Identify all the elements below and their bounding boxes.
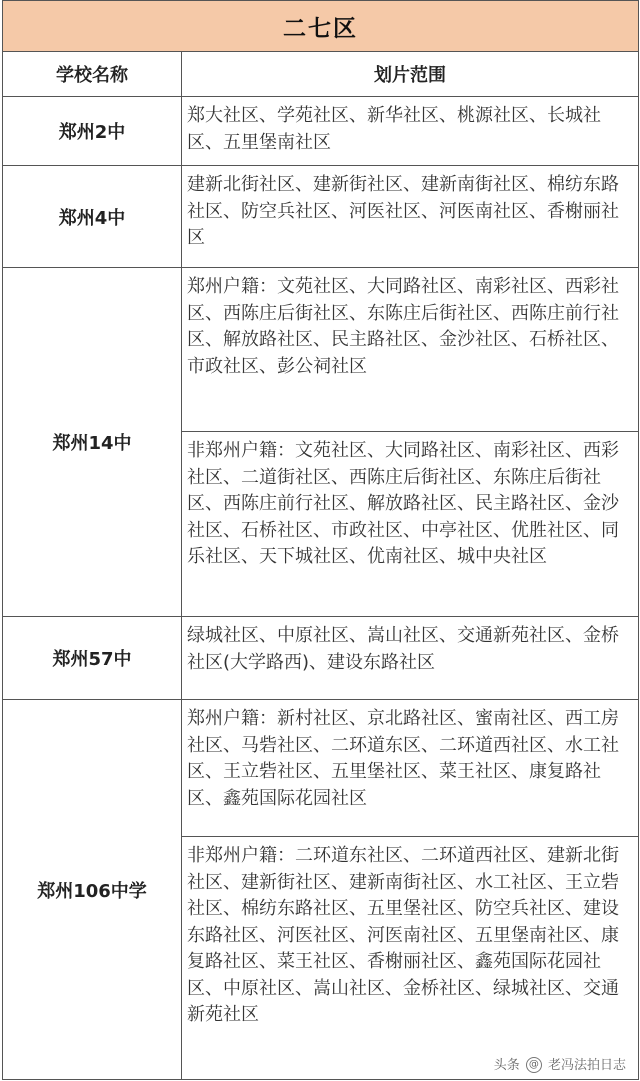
table-row — [3, 700, 639, 837]
area-list: 绿城社区、中原社区、嵩山社区、交通新苑社区、金桥社区(大学路西)、建设东路社区 — [182, 617, 639, 700]
school-district-table — [2, 0, 639, 1080]
area-list-nonlocal: 非郑州户籍：文苑社区、大同路社区、南彩社区、西彩社区、二道街社区、西陈庄后街社区、东陈庄后街社区、西陈庄前行社区、解放路社区、民主路社区、金沙社区、石桥社区、市政社区、中亭社区、优胜社区、同乐社区、天下城社区、优南社区、城中央社区 — [182, 432, 639, 617]
area-list-local: 郑州户籍：新村社区、京北路社区、蜜南社区、西工房社区、马砦社区、二环道东区、二环道西社区、水工社区、王立砦社区、五里堡社区、菜王社区、康复路社区、鑫苑国际花园社区 — [182, 700, 639, 837]
school-name: 郑州2中 — [3, 97, 182, 166]
header-row — [3, 52, 639, 97]
table-row — [3, 617, 639, 700]
school-name: 郑州57中 — [3, 617, 182, 700]
at-icon: @ — [526, 1057, 542, 1073]
district-title: 二七区 — [3, 1, 639, 52]
area-list: 建新北街社区、建新街社区、建新南街社区、棉纺东路社区、防空兵社区、河医社区、河医南社区、香榭丽社区 — [182, 166, 639, 268]
area-range-header: 划片范围 — [182, 52, 639, 97]
school-name: 郑州14中 — [3, 268, 182, 617]
table-row — [3, 97, 639, 166]
table-row — [3, 268, 639, 432]
watermark-author: 老冯法拍日志 — [547, 1057, 626, 1073]
watermark-prefix: 头条 — [493, 1057, 520, 1073]
school-name-header: 学校名称 — [3, 52, 182, 97]
area-list: 郑大社区、学苑社区、新华社区、桃源社区、长城社区、五里堡南社区 — [182, 97, 639, 166]
area-list-local: 郑州户籍：文苑社区、大同路社区、南彩社区、西彩社区、西陈庄后街社区、东陈庄后街社区、西陈庄前行社区、解放路社区、民主路社区、金沙社区、石桥社区、市政社区、彭公祠社区 — [182, 268, 639, 432]
table-row — [3, 166, 639, 268]
title-row — [3, 1, 639, 52]
school-name: 郑州106中学 — [3, 700, 182, 1080]
watermark — [494, 1054, 626, 1074]
school-name: 郑州4中 — [3, 166, 182, 268]
area-list-nonlocal: 非郑州户籍：二环道东社区、二环道西社区、建新北街社区、建新街社区、建新南街社区、水工社区、王立砦社区、棉纺东路社区、五里堡社区、防空兵社区、建设东路社区、河医社区、河医南社区、五里堡南社区、康复路社区、菜王社区、香榭丽社区、鑫苑国际花园社区、中原社区、嵩山社区、金桥社区、绿城社区、交通新苑社区 — [182, 837, 639, 1080]
